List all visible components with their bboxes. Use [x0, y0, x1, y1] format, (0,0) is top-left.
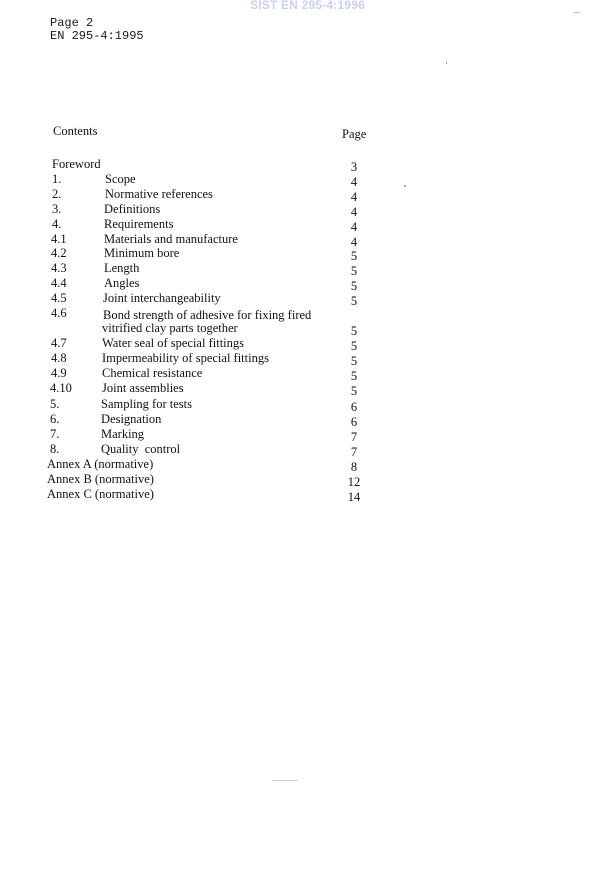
- toc-entry-title: Impermeability of special fittings: [102, 351, 269, 365]
- scan-speck: [272, 780, 298, 781]
- toc-entry-number: Annex C (normative): [47, 487, 154, 501]
- toc-entry-number: 3.: [52, 202, 62, 216]
- toc-entry-title: Definitions: [104, 202, 161, 216]
- toc-entry: [0, 261, 615, 276]
- toc-entry-page: 7: [350, 445, 358, 459]
- scan-speck: [446, 62, 447, 64]
- toc-entry: [0, 172, 615, 187]
- toc-entry-number: 5.: [50, 397, 60, 411]
- scan-speck: [574, 12, 580, 13]
- toc-entry: [0, 306, 615, 321]
- page-column-heading: Page: [342, 127, 367, 141]
- toc-entry-title: Requirements: [104, 217, 174, 231]
- toc-entry-number: Foreword: [52, 157, 101, 171]
- toc-entry-number: 4.3: [51, 261, 67, 275]
- toc-entry-number: 7.: [50, 427, 60, 441]
- toc-entry: [0, 246, 615, 261]
- toc-entry: [0, 397, 615, 412]
- toc-entry-number: 4.4: [51, 276, 67, 290]
- toc-entry-number: 4.7: [51, 336, 67, 350]
- toc-entry-page: 4: [350, 220, 358, 234]
- toc-entry-title: Joint assemblies: [102, 381, 184, 395]
- toc-entry: [0, 217, 615, 232]
- toc-entry-title: Joint interchangeability: [103, 291, 221, 305]
- toc-entry-page: 5: [350, 354, 358, 368]
- toc-entry-page: 5: [350, 369, 358, 383]
- toc-entry: [0, 336, 615, 351]
- toc-entry-title: Minimum bore: [104, 246, 180, 260]
- toc-entry-page-row: [0, 321, 615, 336]
- toc-entry-page: 14: [347, 490, 361, 504]
- toc-entry-title: Bond strength of adhesive for fixing fired: [103, 308, 312, 322]
- toc-entry-title-continuation: vitrified clay parts together: [102, 321, 238, 335]
- toc-entry: [0, 472, 615, 487]
- toc-entry-page: 4: [350, 190, 358, 204]
- toc-entry: [0, 412, 615, 427]
- toc-entry-title: Quality control: [101, 442, 181, 456]
- toc-entry: [0, 457, 615, 472]
- toc-entry: [0, 351, 615, 366]
- toc-entry: [0, 487, 615, 502]
- toc-entry-number: 4.10: [50, 381, 72, 395]
- toc-entry-number: 2.: [52, 187, 62, 201]
- standard-reference-header: EN 295-4:1995: [50, 29, 144, 43]
- toc-entry-page: 5: [350, 264, 358, 278]
- toc-entry: [0, 366, 615, 381]
- toc-entry-page: 3: [350, 160, 358, 174]
- toc-entry-number: 8.: [50, 442, 60, 456]
- scan-speck: [404, 185, 406, 187]
- toc-entry-number: 4.8: [51, 351, 67, 365]
- toc-entry: [0, 381, 615, 396]
- toc-entry-title: Chemical resistance: [102, 366, 203, 380]
- toc-entry-page: 4: [350, 235, 358, 249]
- toc-entry-page: 5: [350, 279, 358, 293]
- toc-entry-title: Length: [104, 261, 140, 275]
- toc-entry: [0, 427, 615, 442]
- toc-entry-number: 4.5: [51, 291, 67, 305]
- toc-entry-number: 1.: [52, 172, 62, 186]
- toc-entry-number: 4.: [52, 217, 62, 231]
- contents-heading: Contents: [53, 124, 98, 138]
- toc-entry-page: 5: [350, 324, 358, 338]
- toc-entry-page: 6: [350, 415, 358, 429]
- toc-entry: [0, 276, 615, 291]
- toc-entry-number: 4.2: [51, 246, 67, 260]
- toc-entry-page: 8: [350, 460, 358, 474]
- toc-entry-page: 5: [350, 294, 358, 308]
- toc-entry-title: Materials and manufacture: [104, 232, 238, 246]
- toc-entry: [0, 187, 615, 202]
- toc-entry: [0, 291, 615, 306]
- toc-entry: [0, 442, 615, 457]
- toc-entry-number: 4.1: [51, 232, 67, 246]
- page-number-header: Page 2: [50, 16, 94, 30]
- toc-entry-title: Angles: [104, 276, 140, 290]
- toc-entry-page: 5: [350, 249, 358, 263]
- toc-entry-number: 4.6: [51, 306, 67, 320]
- watermark: SIST EN 295-4:1996: [250, 0, 365, 12]
- toc-entry-title: Sampling for tests: [101, 397, 192, 411]
- toc-entry-title: Water seal of special fittings: [102, 336, 244, 350]
- toc-entry-number: 4.9: [51, 366, 67, 380]
- toc-entry: [0, 232, 615, 247]
- toc-entry-page: 5: [350, 339, 358, 353]
- toc-entry-page: 5: [350, 384, 358, 398]
- toc-entry-number: Annex B (normative): [47, 472, 154, 486]
- toc-entry-title: Marking: [101, 427, 145, 441]
- toc-entry-page: 7: [350, 430, 358, 444]
- toc-entry-number: Annex A (normative): [47, 457, 154, 471]
- toc-entry-title: Designation: [101, 412, 162, 426]
- toc-entry-number: 6.: [50, 412, 60, 426]
- toc-entry-title: Normative references: [105, 187, 213, 201]
- toc-entry-page: 4: [350, 205, 358, 219]
- toc-entry: [0, 157, 615, 172]
- toc-entry-title: Scope: [105, 172, 136, 186]
- toc-entry: [0, 202, 615, 217]
- toc-entry-page: 12: [347, 475, 361, 489]
- toc-entry-page: 4: [350, 175, 358, 189]
- toc-entry-page: 6: [350, 400, 358, 414]
